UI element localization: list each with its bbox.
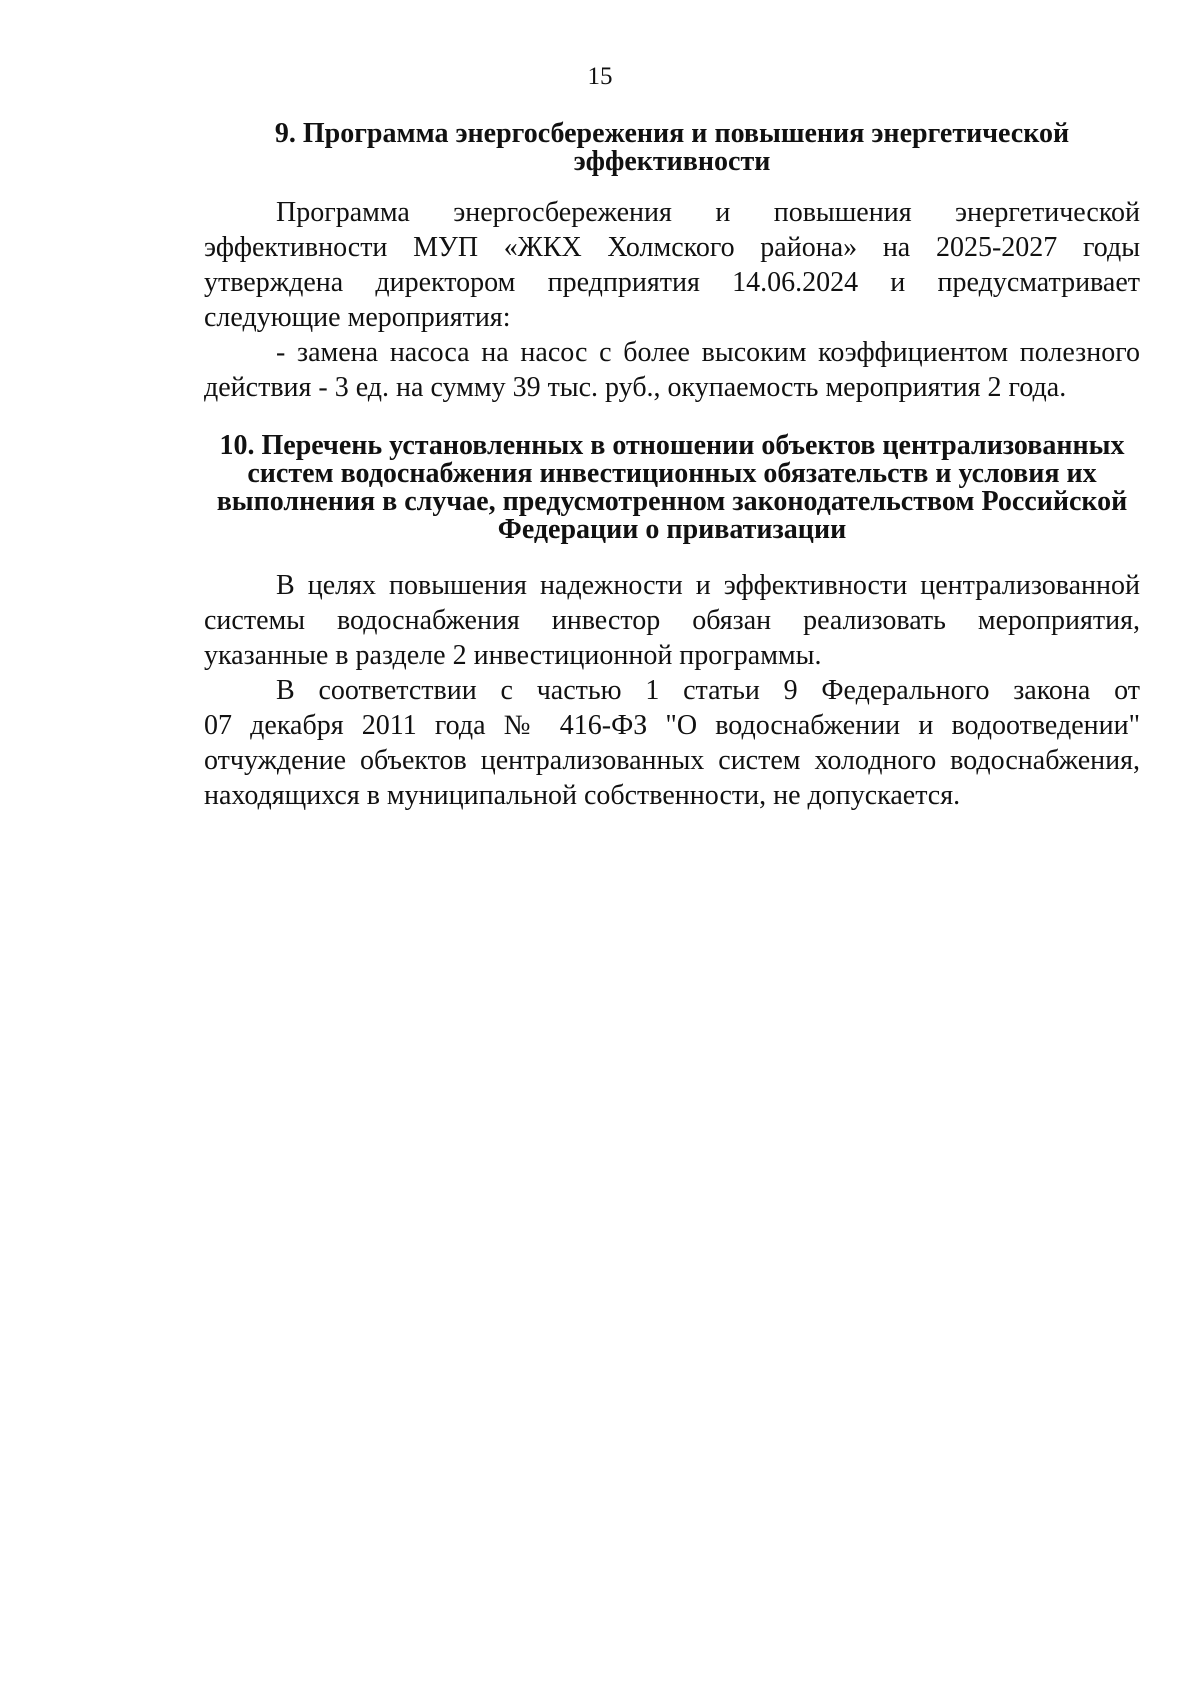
section-9-body xyxy=(204,195,1140,405)
text-line: 07 декабря 2011 года № 416-ФЗ "О водоснабжении и водоотведении" xyxy=(204,710,1140,741)
heading-line: эффективности xyxy=(573,146,771,177)
heading-line: 9. Программа энергосбережения и повышения энергетической xyxy=(274,118,1070,149)
section-10-body xyxy=(204,568,1140,813)
text-line: - замена насоса на насос с более высоким коэффициентом полезного xyxy=(276,337,1140,368)
text-line: находящихся в муниципальной собственности, не допускается. xyxy=(204,780,961,811)
section-9-paragraph-1 xyxy=(204,195,1140,335)
text-line: действия - 3 ед. на сумму 39 тыс. руб., окупаемость мероприятия 2 года. xyxy=(204,372,1067,403)
text-line: В целях повышения надежности и эффективности централизованной xyxy=(276,570,1140,601)
heading-line: выполнения в случае, предусмотренном законодательством Российской xyxy=(216,486,1128,517)
text-line: эффективности МУП «ЖКХ Холмского района» на 2025-2027 годы xyxy=(204,232,1140,263)
page-number: 15 xyxy=(587,63,613,90)
section-10-paragraph-2 xyxy=(204,673,1140,813)
text-line: системы водоснабжения инвестор обязан реализовать мероприятия, xyxy=(204,605,1140,636)
heading-line: 10. Перечень установленных в отношении объектов централизованных xyxy=(219,430,1125,461)
heading-line: систем водоснабжения инвестиционных обязательств и условия их xyxy=(247,458,1097,489)
section-9-heading xyxy=(204,120,1140,176)
section-10-heading xyxy=(204,432,1140,544)
text-line: В соответствии с частью 1 статьи 9 Федерального закона от xyxy=(276,675,1140,706)
text-line: указанные в разделе 2 инвестиционной программы. xyxy=(204,640,822,671)
text-line: отчуждение объектов централизованных систем холодного водоснабжения, xyxy=(204,745,1140,776)
text-line: следующие мероприятия: xyxy=(204,302,511,333)
text-line: Программа энергосбережения и повышения энергетической xyxy=(276,197,1140,228)
section-9-paragraph-2 xyxy=(204,335,1140,405)
section-10-paragraph-1 xyxy=(204,568,1140,673)
text-line: утверждена директором предприятия 14.06.2024 и предусматривает xyxy=(204,267,1140,298)
heading-line: Федерации о приватизации xyxy=(497,514,847,545)
